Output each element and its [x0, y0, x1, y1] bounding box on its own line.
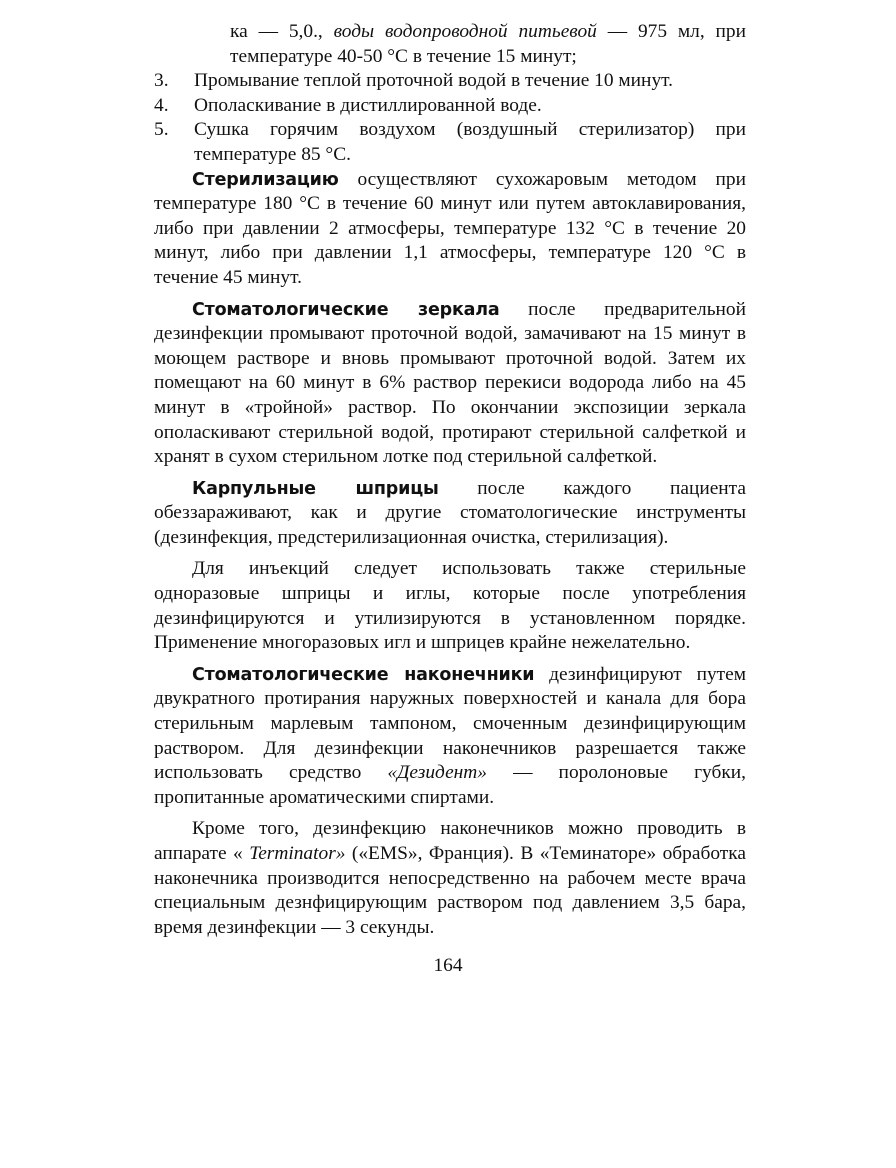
term-handpieces: Стоматологические наконечники — [192, 664, 535, 685]
step-item — [154, 94, 746, 119]
continuation-rest: — 975 мл, при температуре 40-50 °С в течение 15 минут; — [230, 21, 746, 67]
paragraph-syringes — [154, 477, 746, 551]
recipe-continuation — [230, 20, 746, 69]
term-syringes: Карпульные шприцы — [192, 478, 439, 499]
step-number: 3. — [154, 70, 169, 92]
paragraph-text: Кроме того, дезинфекцию наконечников можно проводить в аппарате « — [154, 818, 746, 864]
paragraph-text: осуществляют сухожаровым методом при температуре 180 °С в течение 60 минут или путем автоклавирования, либо при давлении 2 атмосферы, температуре 132 °С в течение 20 минут, либо при давлении 1,1 атмосферы, температуре 120 °С в течение 45 минут. — [154, 168, 746, 288]
processing-steps — [154, 69, 746, 167]
step-text: Ополаскивание в дистиллированной воде. — [194, 94, 542, 116]
paragraph-mirrors — [154, 298, 746, 470]
paragraph-handpieces — [154, 663, 746, 811]
paragraph-injections — [154, 557, 746, 655]
page-body — [154, 20, 746, 940]
page-number: 164 — [433, 955, 463, 976]
paragraph-text: Для инъекций следует использовать также стерильные одноразовые шприцы и иглы, которые после употребления дезинфицируются и утилизируются в установленном порядке. Применение многоразовых игл и шприцев крайне нежелательно. — [154, 558, 746, 654]
paragraph-text: после каждого пациента обеззараживают, как и другие стоматологические инструменты (дезинфекция, предстерилизационная очистка, стерилизация). — [154, 477, 747, 548]
paragraph-terminator — [154, 817, 746, 940]
paragraph-text: дезинфицируют путем двукратного протирания наружных поверхностей и канала для бора стерильным марлевым тампоном, смоченным дезинфицирующим раствором. Для дезинфекции наконечников разрешается также использовать средство — [154, 663, 746, 784]
term-sterilization: Стерилизацию — [192, 169, 339, 190]
step-number: 4. — [154, 94, 169, 116]
continuation-lead: ка — 5,0., — [230, 21, 334, 42]
product-name: «Дезидент» — [387, 762, 487, 784]
paragraph-sterilization — [154, 168, 746, 291]
term-mirrors: Стоматологические зеркала — [192, 299, 500, 320]
step-item — [154, 118, 746, 167]
continuation-emphasis: воды водопроводной питьевой — [333, 21, 597, 42]
paragraph-text: — поролоновые губки, пропитанные ароматическими спиртами. — [154, 762, 746, 808]
step-item — [154, 69, 746, 94]
paragraph-text: («EMS», Франция). В «Теминаторе» обработка наконечника производится непосредственно на рабочем месте врача специальным дезнфицирующим раствором под давлением 3,5 бара, время дезинфекции — 3 секунды. — [154, 843, 746, 938]
step-text: Промывание теплой проточной водой в течение 10 минут. — [194, 70, 673, 92]
step-number: 5. — [154, 119, 169, 141]
step-text: Сушка горячим воздухом (воздушный стерилизатор) при температуре 85 °С. — [194, 119, 746, 165]
paragraph-text: после предварительной дезинфекции промывают проточной водой, замачивают на 15 минут в моющем растворе и вновь промывают проточной водой. Затем их помещают на 60 минут в 6% раствор перекиси водорода либо на 45 минут в «тройной» раствор. По окончании экспозиции зеркала ополаскивают стерильной водой, протирают стерильной салфеткой и хранят в сухом стерильном лотке под стерильной салфеткой. — [154, 298, 746, 468]
device-name: Terminator» — [249, 843, 346, 864]
